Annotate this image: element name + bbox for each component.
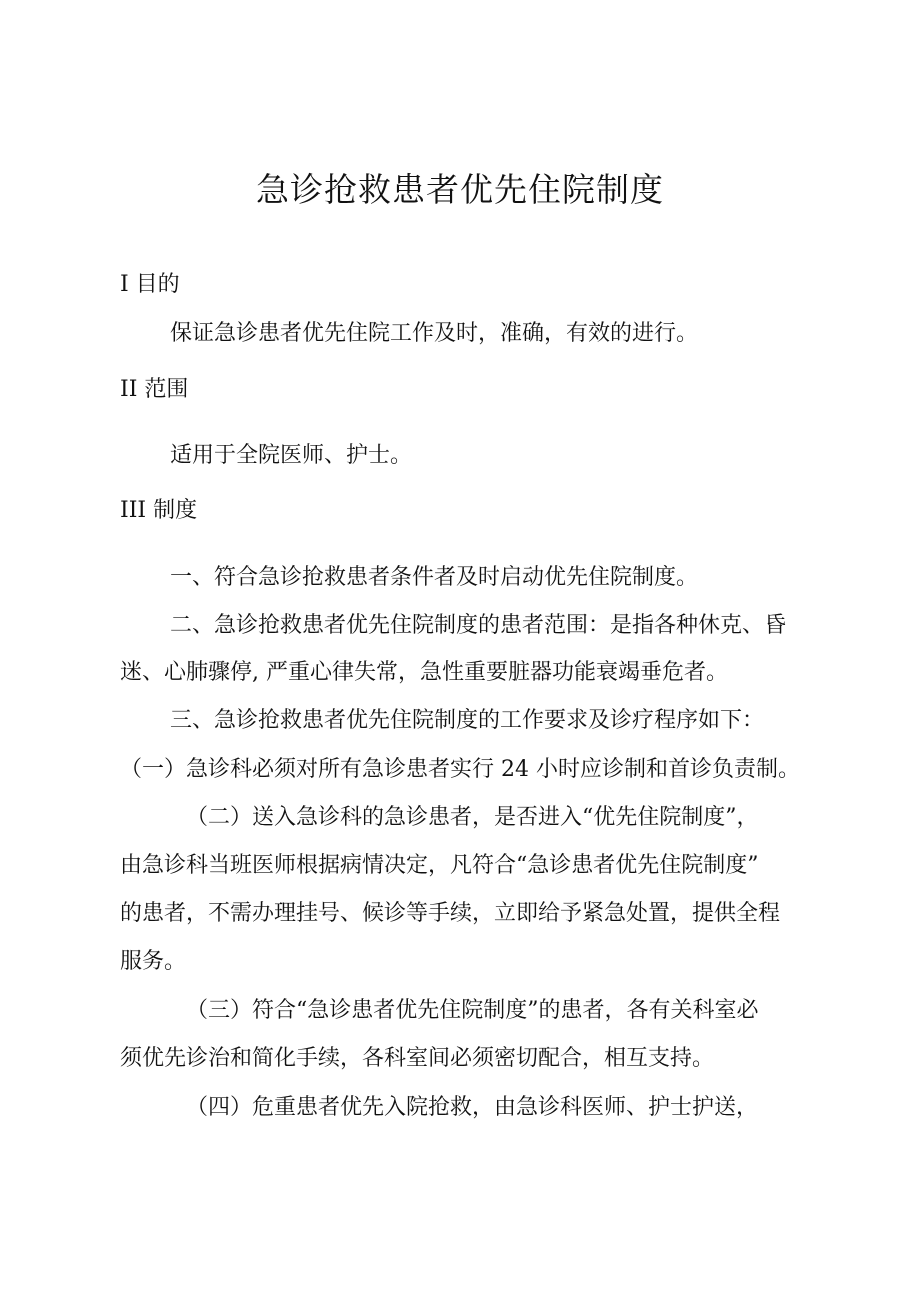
- section-heading-purpose: I 目的: [120, 272, 180, 297]
- policy-item-1: （一）急诊科必须对所有急诊患者实行 24 小时应诊制和首诊负责制。: [120, 757, 800, 782]
- purpose-text: 保证急诊患者优先住院工作及时，准确，有效的进行。: [170, 321, 699, 346]
- policy-item-3-line-2: 须优先诊治和简化手续，各科室间必须密切配合，相互支持。: [120, 1046, 715, 1071]
- policy-item-3-line-1: （三）符合“急诊患者优先住院制度”的患者，各有关科室必: [186, 998, 759, 1023]
- scope-text: 适用于全院医师、护士。: [170, 443, 413, 468]
- policy-paragraph-1: 一、符合急诊抢救患者条件者及时启动优先住院制度。: [170, 565, 699, 590]
- policy-paragraph-3: 三、急诊抢救患者优先住院制度的工作要求及诊疗程序如下：: [170, 708, 765, 733]
- policy-item-2-line-4: 服务。: [120, 949, 187, 974]
- policy-paragraph-2-line-1: 二、急诊抢救患者优先住院制度的患者范围：是指各种休克、昏: [170, 613, 787, 638]
- policy-item-2-line-3: 的患者，不需办理挂号、候诊等手续，立即给予紧急处置，提供全程: [120, 901, 781, 926]
- policy-item-2-line-1: （二）送入急诊科的急诊患者，是否进入“优先住院制度”，: [186, 805, 759, 830]
- document-title: 急诊抢救患者优先住院制度: [256, 170, 664, 209]
- policy-paragraph-2-line-2: 迷、心肺骤停, 严重心律失常，急性重要脏器功能衰竭垂危者。: [120, 660, 728, 685]
- policy-item-4-line-1: （四）危重患者优先入院抢救，由急诊科医师、护士护送，: [186, 1095, 759, 1120]
- section-heading-scope: II 范围: [120, 377, 189, 402]
- policy-item-2-line-2: 由急诊科当班医师根据病情决定，凡符合“急诊患者优先住院制度”: [120, 853, 759, 878]
- section-heading-policy: III 制度: [120, 498, 198, 523]
